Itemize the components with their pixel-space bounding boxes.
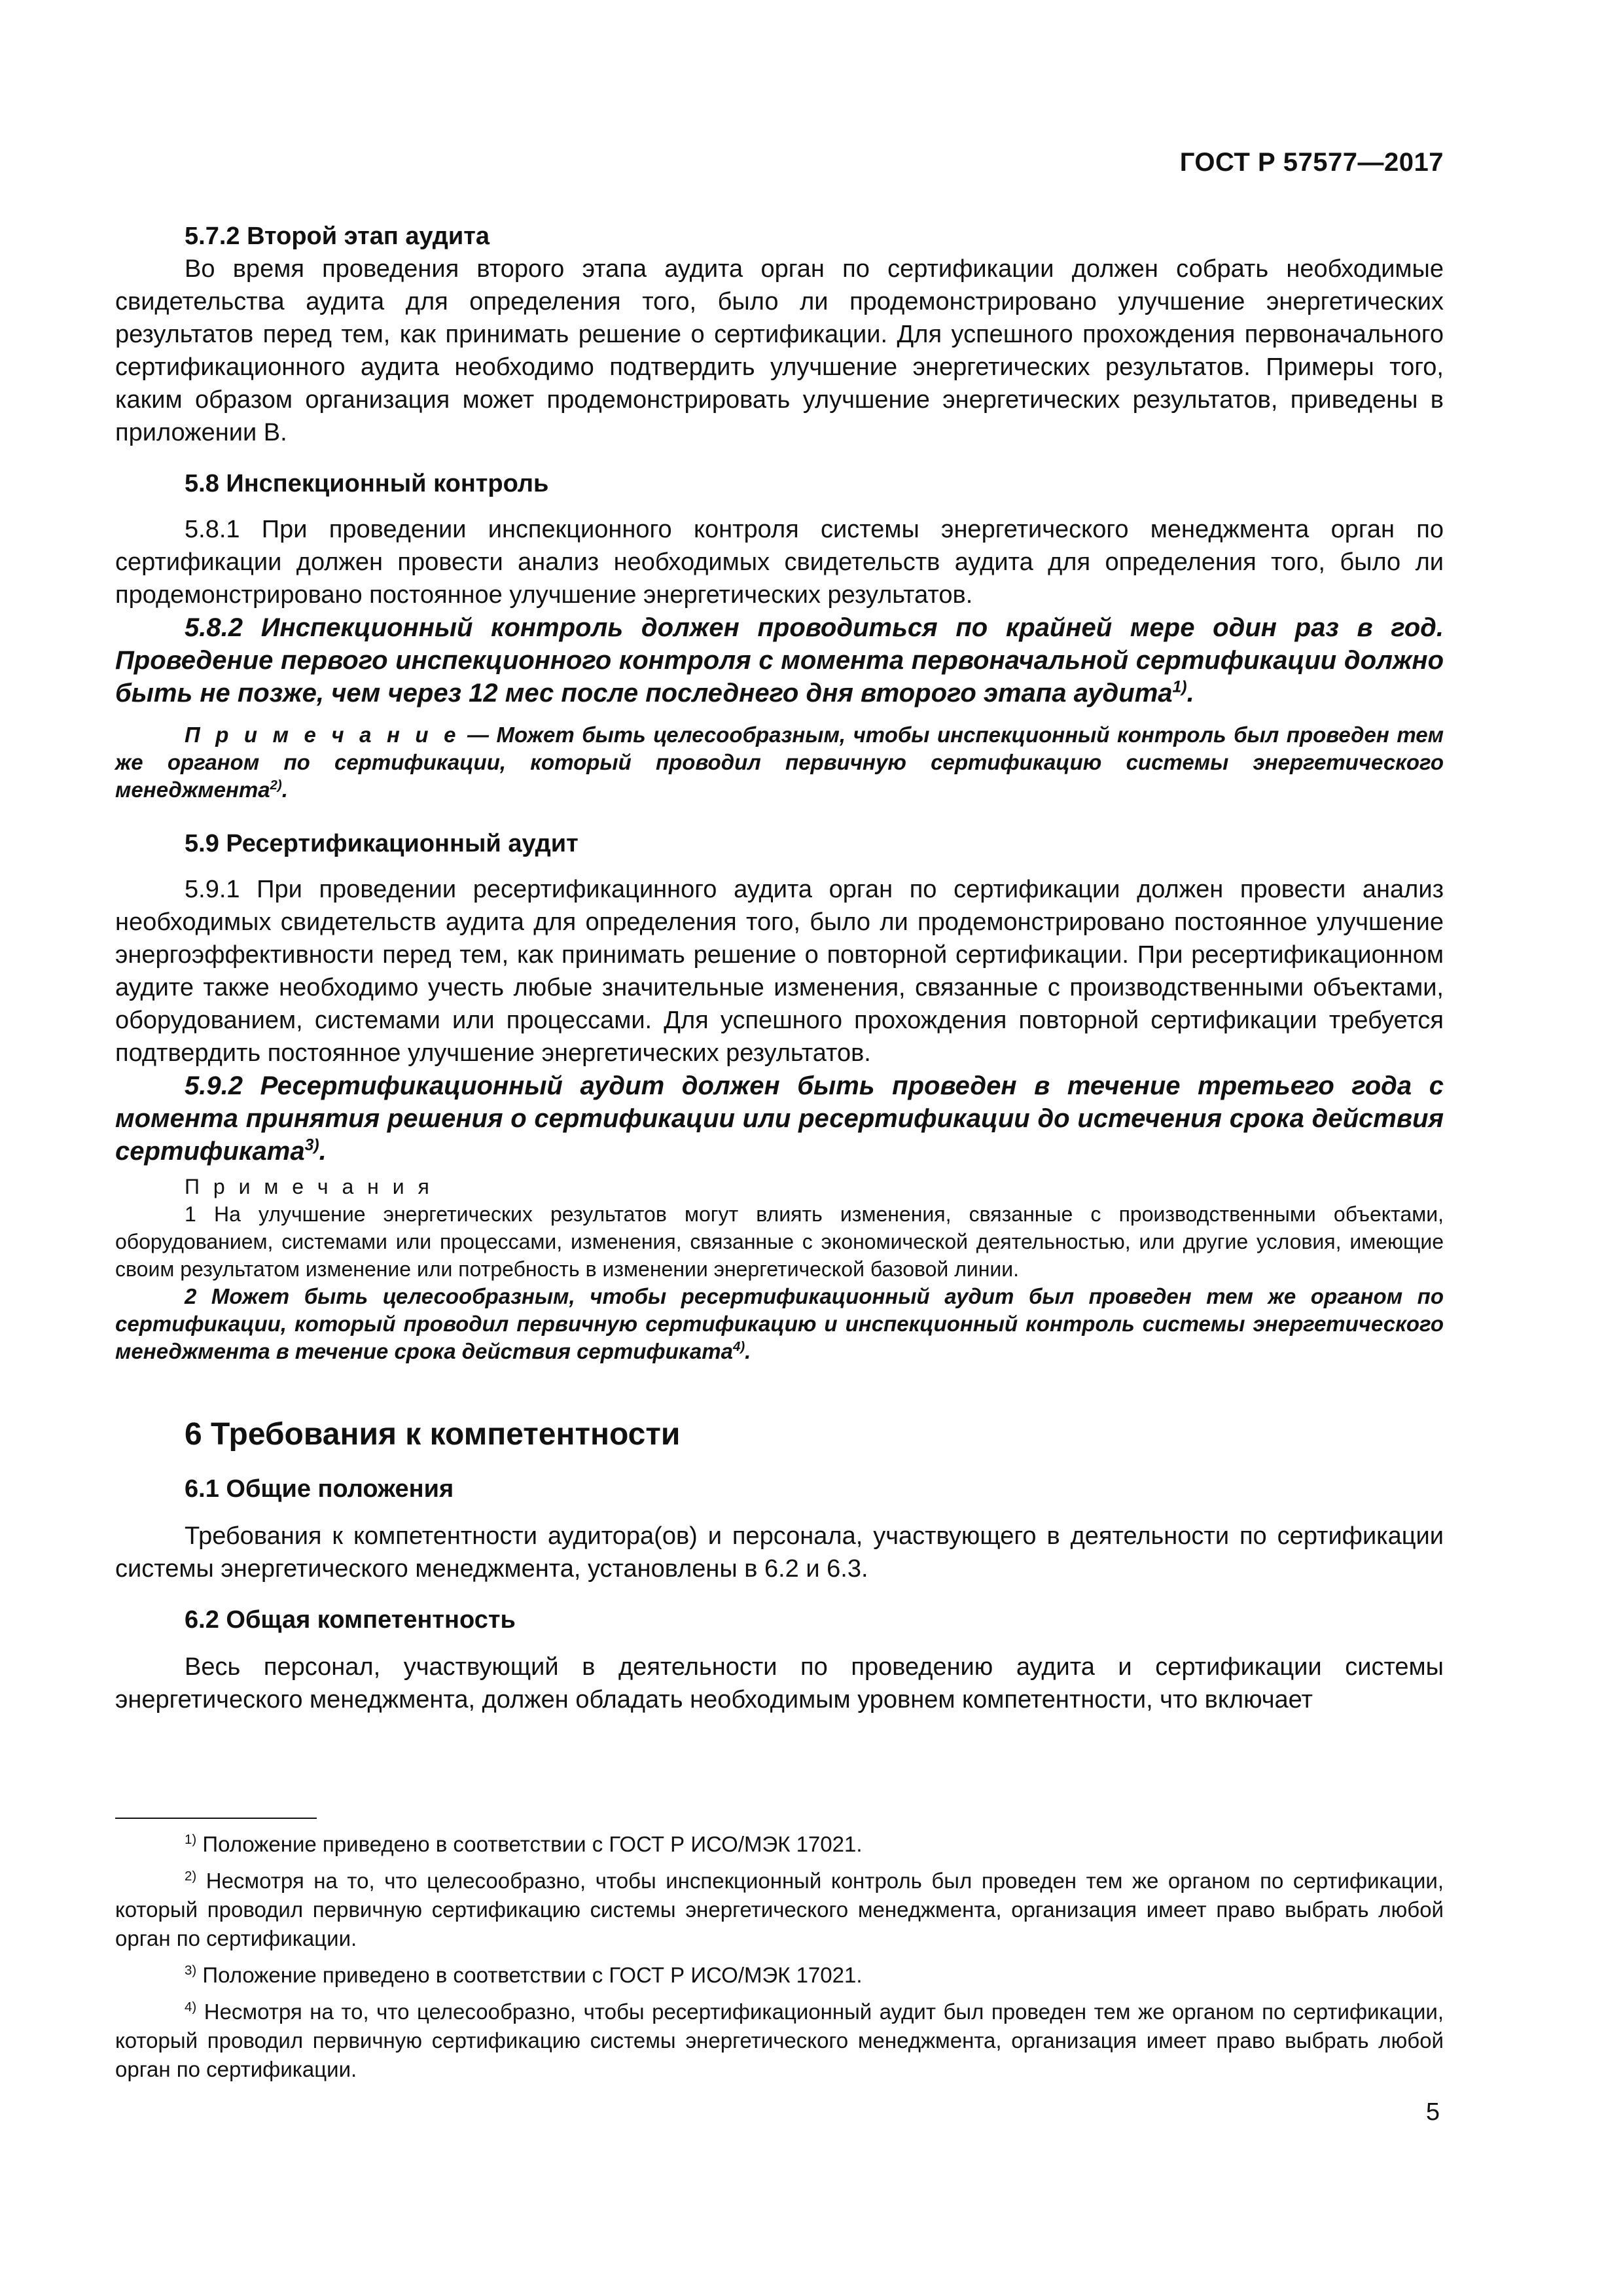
footnotes: [115, 1830, 1444, 2092]
footnote-ref-1: 1): [1172, 678, 1187, 696]
footnote-text: Несмотря на то, что целесообразно, чтобы ресертификационный аудит был проведен тем же органом по сертификации, который проводил первичную сертификацию системы энергетического менеджмента, организация имеет право выбрать любой орган по сертификации.: [115, 2000, 1444, 2081]
page-body: [115, 220, 1444, 1716]
paragraph-5-8-1: 5.8.1 При проведении инспекционного контроля системы энергетического менеджмента орган по сертификации должен провести анализ необходимых свидетельств аудита для определения того, было ли продемонстрировано постоянное улучшение энергетических результатов.: [115, 516, 1444, 609]
footnote: [115, 1998, 1444, 2084]
footnote-text: Положение приведено в соответствии с ГОСТ Р ИСО/МЭК 17021.: [196, 1963, 863, 1987]
heading-6-1: 6.1 Общие положения: [185, 1475, 454, 1503]
paragraph-5-7-2: Во время проведения второго этапа аудита орган по сертификации должен собрать необходимые свидетельства аудита для определения того, было ли продемонстрировано улучшение энергетических результатов перед тем, как принимать решение о сертификации. Для успешного прохождения первоначального сертификационного аудита необходимо подтвердить улучшение энергетических результатов. Примеры того, каким образом организация может продемонстрировать улучшение энергетических результатов, приведены в приложении В.: [115, 255, 1444, 446]
paragraph-5-9-2: [115, 1069, 1444, 1168]
footnote-ref-2: 2): [270, 778, 282, 793]
note-5-9-2-end: .: [745, 1339, 751, 1363]
heading-5-8: 5.8 Инспекционный контроль: [185, 470, 549, 497]
note-5-9-2-text: 2 Может быть целесообразным, чтобы ресертификационный аудит был проведен тем же органом по сертификации, который проводил первичную сертификацию и инспекционный контроль системы энергетического менеджмента в течение срока действия сертификата: [115, 1284, 1444, 1363]
paragraph-5-9-2-end: .: [319, 1137, 327, 1166]
footnote-mark: 1): [185, 1832, 197, 1847]
note-5-8: [115, 721, 1444, 804]
footnote-separator: [115, 1818, 317, 1819]
footnote-ref-3: 3): [304, 1136, 319, 1155]
note-5-9-2: [115, 1283, 1444, 1365]
heading-6-2: 6.2 Общая компетентность: [185, 1606, 516, 1634]
paragraph-5-9-1: 5.9.1 При проведении ресертификацинного аудита орган по сертификации должен провести анализ необходимых свидетельств аудита для определения того, было ли продемонстрировано постоянное улучшение энергоэффективности перед тем, как принимать решение о повторной сертификации. При ресертификационном аудите также необходимо учесть любые значительные изменения, связанные с производственными объектами, оборудованием, системами или процессами. Для успешного прохождения повторной сертификации требуется подтвердить постоянное улучшение энергетических результатов.: [115, 876, 1444, 1067]
note-label: П р и м е ч а н и е: [185, 723, 460, 747]
paragraph-6-1: Требования к компетентности аудитора(ов) и персонала, участвующего в деятельности по сертификации системы энергетического менеджмента, установлены в 6.2 и 6.3.: [115, 1522, 1444, 1583]
note-5-8-end: .: [281, 778, 288, 802]
footnote-mark: 4): [185, 2000, 197, 2015]
paragraph-5-9-2-text: 5.9.2 Ресертификационный аудит должен быть проведен в течение третьего года с момента принятия решения о сертификации или ресертификации до истечения срока действия сертификата: [115, 1071, 1444, 1166]
notes-label: П р и м е ч а н и я: [185, 1175, 433, 1198]
footnote-mark: 2): [185, 1869, 197, 1884]
paragraph-5-8-2-end: .: [1186, 679, 1194, 708]
note-5-8-text: — Может быть целесообразным, чтобы инспекционный контроль был проведен тем же органом по сертификации, который проводил первичную сертификацию системы энергетического менеджмента: [115, 723, 1444, 802]
footnote-text: Положение приведено в соответствии с ГОСТ Р ИСО/МЭК 17021.: [196, 1832, 863, 1856]
footnote-ref-4: 4): [732, 1339, 745, 1354]
heading-5-9: 5.9 Ресертификационный аудит: [185, 830, 579, 857]
heading-6: 6 Требования к компетентности: [185, 1417, 681, 1452]
page-number: 5: [1425, 2098, 1440, 2126]
document-id-header: ГОСТ Р 57577—2017: [1179, 148, 1444, 177]
footnote-mark: 3): [185, 1963, 197, 1978]
footnote: [115, 1961, 1444, 1990]
note-5-9-1: 1 На улучшение энергетических результатов могут влиять изменения, связанные с производственными объектами, оборудованием, системами или процессами, изменения, связанные с экономической деятельностью, или другие условия, имеющие своим результатом изменение или потребность в изменении энергетической базовой линии.: [115, 1202, 1444, 1281]
paragraph-6-2: Весь персонал, участвующий в деятельности по проведению аудита и сертификации системы энергетического менеджмента, должен обладать необходимым уровнем компетентности, что включает: [115, 1653, 1444, 1713]
paragraph-5-8-2-text: 5.8.2 Инспекционный контроль должен проводиться по крайней мере один раз в год. Проведение первого инспекционного контроля с момента первоначальной сертификации должно быть не позже, чем через 12 мес после последнего дня второго этапа аудита: [115, 613, 1444, 708]
heading-5-7-2: 5.7.2 Второй этап аудита: [185, 223, 490, 250]
paragraph-5-8-2: [115, 611, 1444, 709]
footnote-text: Несмотря на то, что целесообразно, чтобы инспекционный контроль был проведен тем же органом по сертификации, который проводил первичную сертификацию системы энергетического менеджмента, организация имеет право выбрать любой орган по сертификации.: [115, 1869, 1444, 1950]
footnote: [115, 1867, 1444, 1953]
footnote: [115, 1830, 1444, 1859]
